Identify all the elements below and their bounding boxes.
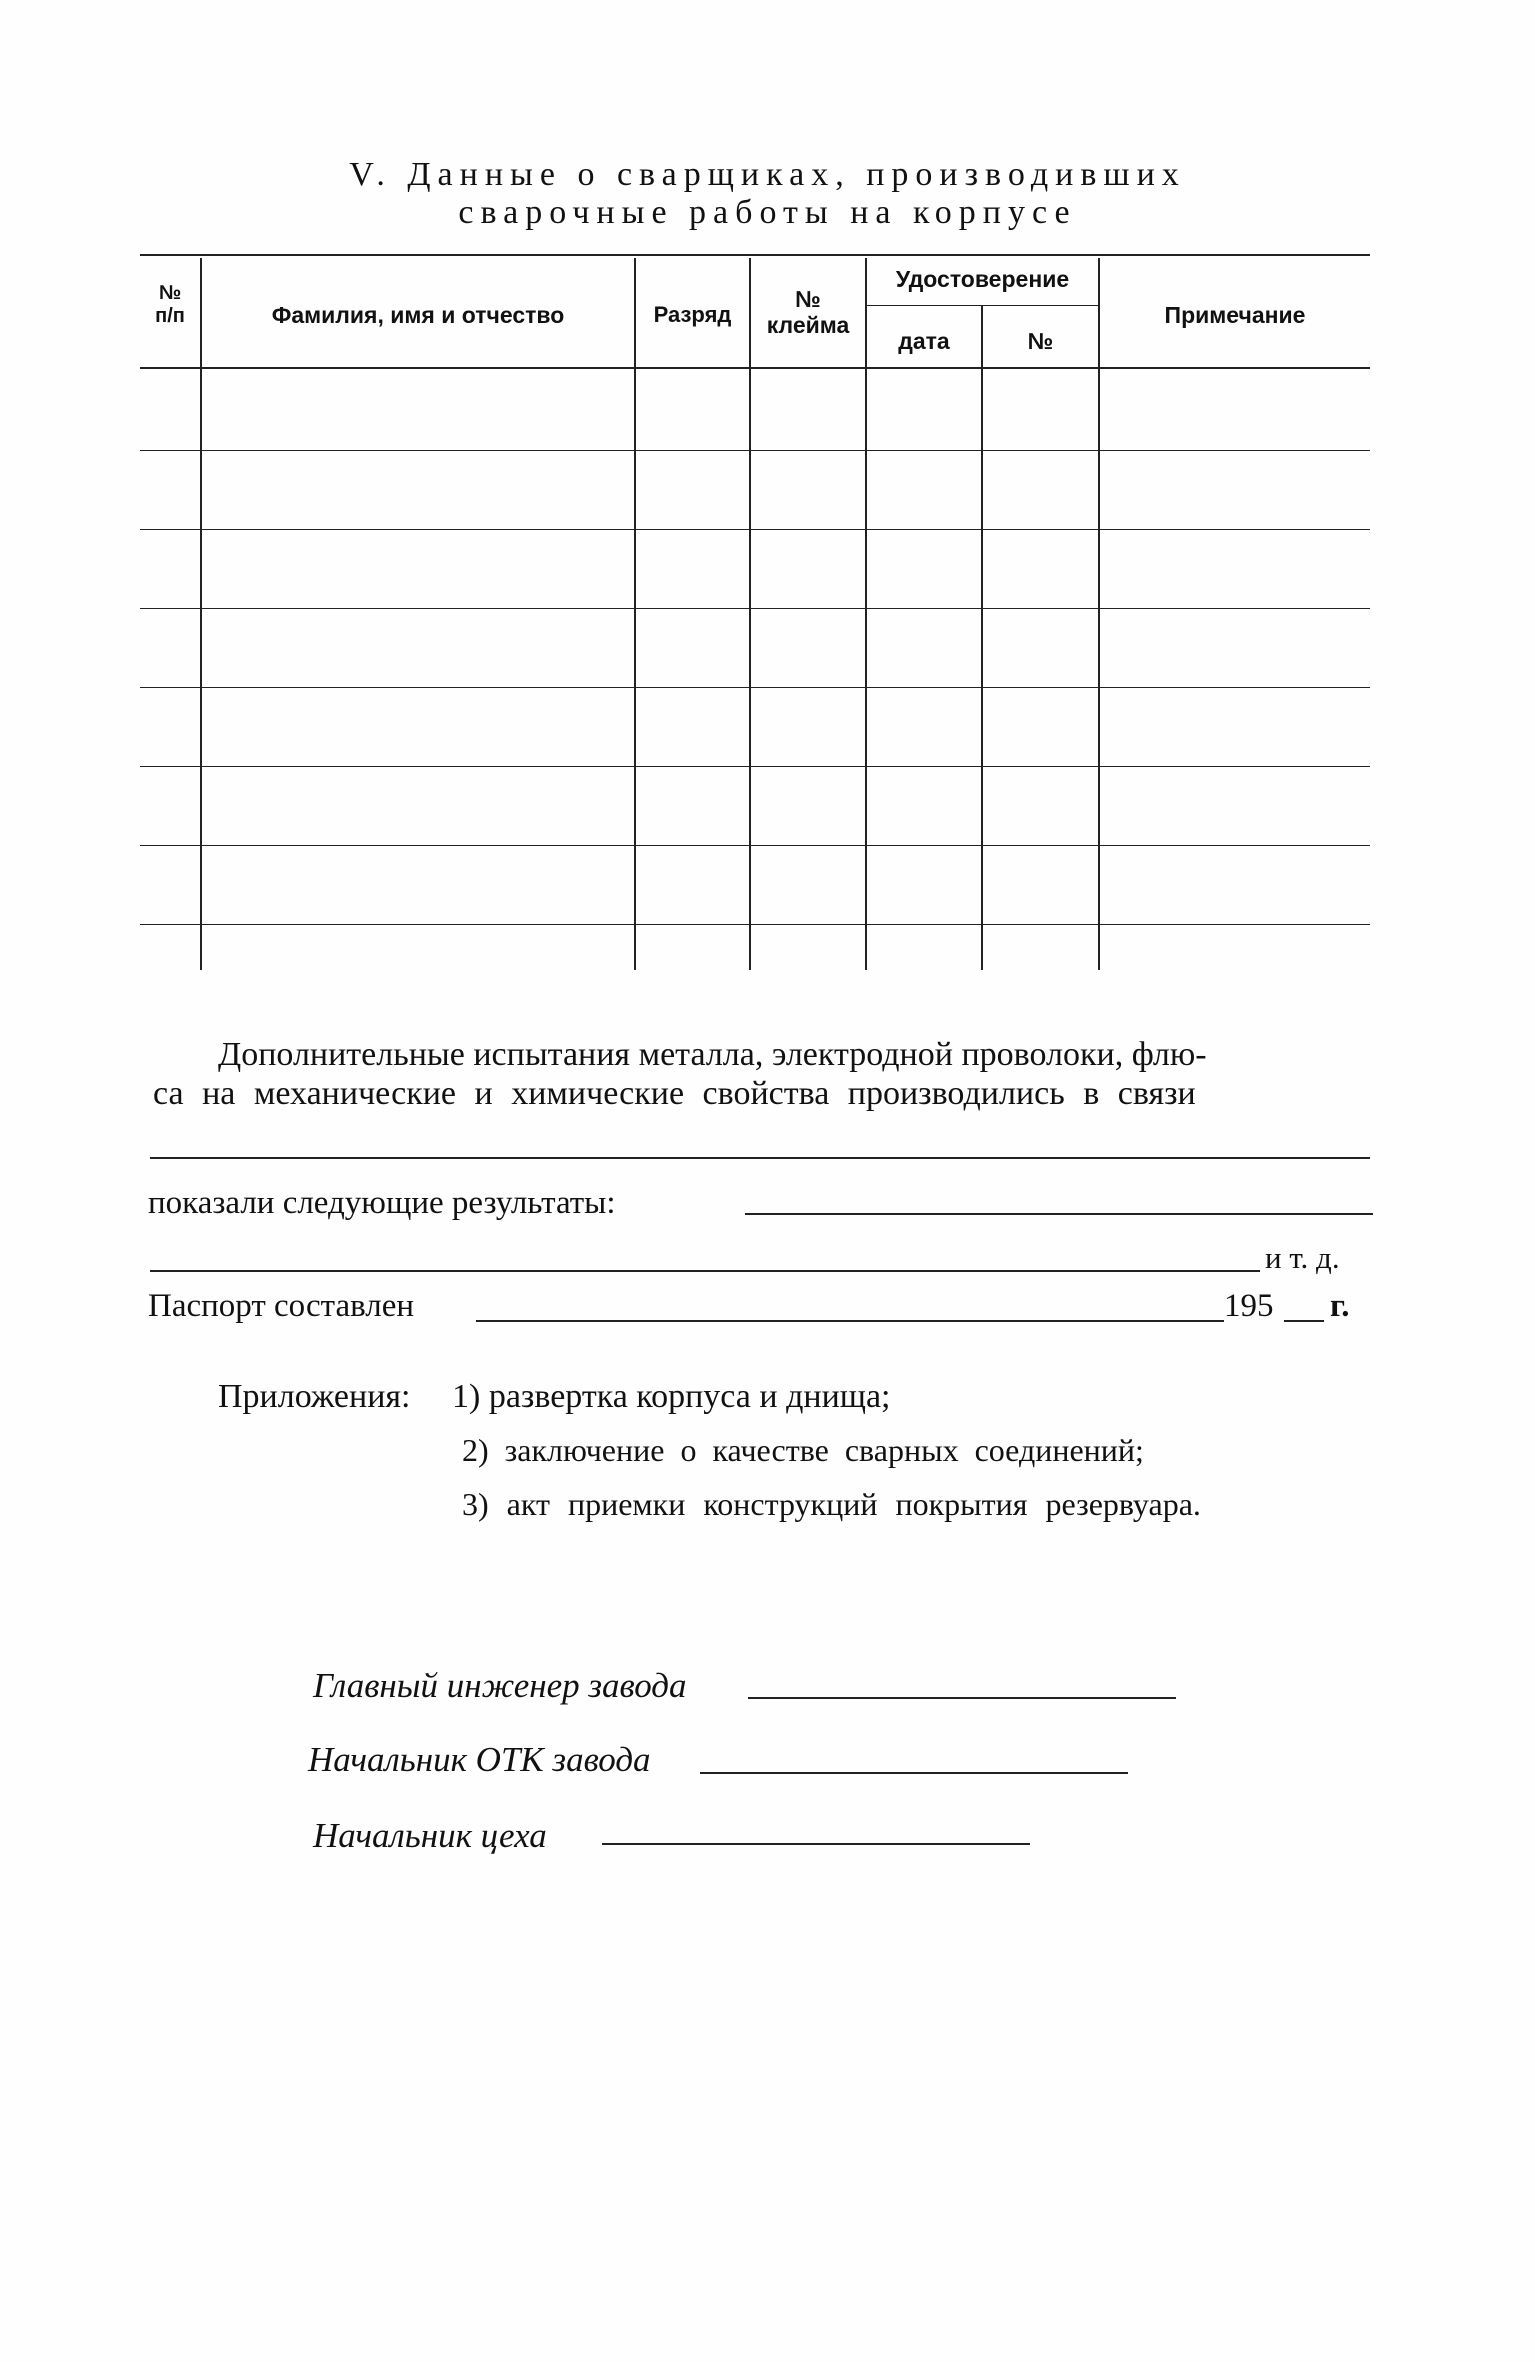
qc-head-label: Начальник ОТК завода <box>308 1740 651 1779</box>
col-line-5 <box>981 306 983 970</box>
paragraph-line1: Дополнительные испытания металла, электродной проволоки, флю- <box>218 1036 1207 1073</box>
header-note: Примечание <box>1164 302 1306 328</box>
results-label: показали следующие результаты: <box>148 1185 616 1221</box>
appendix-item-1: 1) развертка корпуса и днища; <box>452 1378 891 1415</box>
col-line-3 <box>749 258 751 970</box>
col-line-1 <box>200 258 202 970</box>
chief-engineer-label: Главный инженер завода <box>313 1666 687 1705</box>
table-row <box>140 529 1370 530</box>
table-row <box>140 845 1370 846</box>
year-prefix: 195 <box>1224 1288 1274 1324</box>
header-grade: Разряд <box>653 302 732 327</box>
reason-blank-line[interactable] <box>150 1157 1370 1159</box>
shop-head-label: Начальник цеха <box>313 1816 547 1855</box>
header-cert-num: № <box>1027 328 1054 354</box>
table-header-bottom-border <box>140 367 1370 369</box>
header-certificate: Удостоверение <box>895 266 1070 292</box>
table-top-border <box>140 254 1370 256</box>
results-blank-line-2[interactable] <box>150 1270 1260 1272</box>
section-title-line2: сварочные работы на корпусе <box>458 194 1077 231</box>
appendix-item-3: 3) акт приемки конструкций покрытия резервуара. <box>462 1486 1201 1522</box>
header-stamp: № клейма <box>766 286 850 339</box>
header-cert-date: дата <box>898 328 950 354</box>
etc-label: и т. д. <box>1265 1240 1340 1275</box>
table-row <box>140 608 1370 609</box>
col-line-6 <box>1098 258 1100 970</box>
table-row <box>140 687 1370 688</box>
appendices-label: Приложения: <box>218 1378 411 1415</box>
year-suffix: г. <box>1330 1288 1350 1324</box>
appendix-item-2: 2) заключение о качестве сварных соединений; <box>462 1432 1144 1468</box>
qc-head-signature-line[interactable] <box>700 1772 1128 1774</box>
col-line-2 <box>634 258 636 970</box>
shop-head-signature-line[interactable] <box>602 1843 1030 1845</box>
table-row <box>140 766 1370 767</box>
section-title-line1: V. Данные о сварщиках, производивших <box>349 156 1186 193</box>
passport-blank-line[interactable] <box>476 1320 1224 1322</box>
table-row <box>140 924 1370 925</box>
table-row <box>140 450 1370 451</box>
year-blank-line[interactable] <box>1284 1320 1324 1322</box>
header-name: Фамилия, имя и отчество <box>271 302 565 328</box>
results-blank-line-1[interactable] <box>745 1213 1373 1215</box>
header-num: № п/п <box>155 282 185 327</box>
chief-engineer-signature-line[interactable] <box>748 1697 1176 1699</box>
paragraph-line2: са на механические и химические свойства производились в связи <box>153 1075 1196 1112</box>
passport-label: Паспорт составлен <box>148 1288 415 1324</box>
col-line-4 <box>865 258 867 970</box>
